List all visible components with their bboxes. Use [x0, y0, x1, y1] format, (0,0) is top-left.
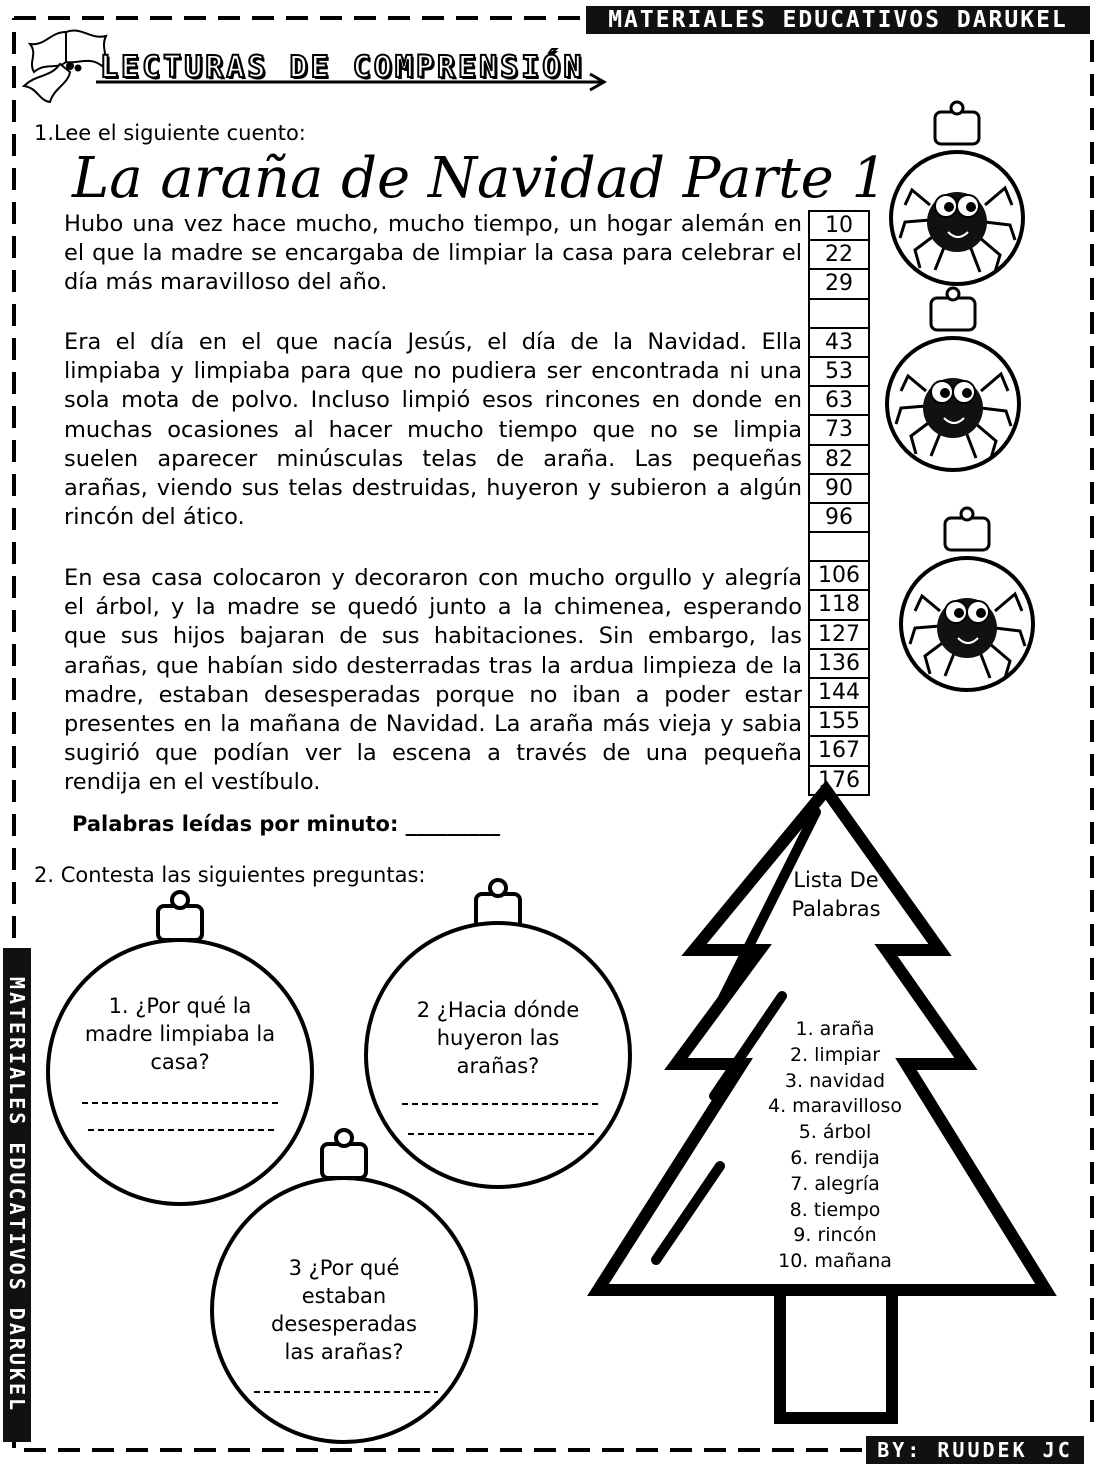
word-count-cell: 118 — [810, 591, 868, 620]
word-list-item: 1. araña — [795, 1018, 875, 1040]
word-list — [740, 1017, 930, 1275]
word-count-cell: 155 — [810, 708, 868, 737]
word-list-item: 6. rendija — [790, 1146, 880, 1169]
word-count-cell — [810, 533, 868, 562]
question-1: 1. ¿Por qué la madre limpiaba la casa? — [84, 994, 276, 1074]
word-count-cell: 167 — [810, 737, 868, 766]
word-count-cell: 22 — [810, 241, 868, 270]
words-per-minute-field[interactable]: Palabras leídas por minuto: _________ — [72, 812, 501, 836]
word-list-item: 3. navidad — [784, 1069, 886, 1092]
word-count-cell: 53 — [810, 358, 868, 387]
word-list-item: 5. árbol — [798, 1121, 872, 1144]
word-count-cell: 82 — [810, 446, 868, 475]
word-list-title: Lista De Palabras — [791, 868, 881, 921]
story-title: La araña de Navidad Parte 1 — [72, 146, 888, 211]
word-list-item: 10. mañana — [778, 1250, 892, 1273]
holly-icon — [24, 30, 106, 102]
word-count-cell: 43 — [810, 329, 868, 358]
brand-banner-side — [3, 948, 31, 1442]
story-paragraph-1: Hubo una vez hace mucho, mucho tiempo, un hogar alemán en el que la madre se encargaba de limpiar la casa para celebrar el día más maravilloso del año. — [64, 211, 802, 296]
word-count-cell: 106 — [810, 562, 868, 591]
instruction-read: 1.Lee el siguiente cuento: — [34, 121, 306, 145]
story-paragraph-3: En esa casa colocaron y decoraron con mucho orgullo y alegría el árbol, y la madre se quedó junto a la chimenea, esperando que sus hijos bajaran de sus habitaciones. Sin embargo, las arañas, que habían sido desterradas tras la ardua limpieza de la madre, estaban desesperadas porque no iban a poder estar presentes en la mañana de Navidad. La araña más vieja y sabia sugirió que podían ver la escena a través de una pequeña rendija en el vestíbulo. — [64, 565, 802, 796]
word-list-item: 2. limpiar — [789, 1043, 881, 1066]
word-list-item: 9. rincón — [793, 1224, 877, 1247]
word-count-cell: 10 — [810, 212, 868, 241]
word-list-item: 8. tiempo — [789, 1198, 881, 1221]
spider-ornament-icon — [891, 102, 1023, 284]
instruction-answer: 2. Contesta las siguientes preguntas: — [34, 863, 426, 887]
brand-banner-top: MATERIALES EDUCATIVOS DARUKEL — [586, 6, 1090, 34]
question-3: 3 ¿Por qué estaban desesperadas las arañas? — [271, 1256, 417, 1364]
word-count-cell: 127 — [810, 621, 868, 650]
question-2: 2 ¿Hacia dónde huyeron las arañas? — [416, 998, 580, 1078]
word-list-item: 7. alegría — [790, 1172, 880, 1195]
word-count-cell — [810, 300, 868, 329]
word-count-cell: 29 — [810, 270, 868, 299]
word-count-cell: 90 — [810, 475, 868, 504]
word-count-cell: 63 — [810, 387, 868, 416]
author-credit: BY: RUUDEK JC — [866, 1436, 1084, 1464]
page-header: LECTURAS DE COMPRENSIÓN — [100, 50, 585, 85]
word-count-column — [808, 210, 870, 796]
story-paragraph-2: Era el día en el que nacía Jesús, el día de la Navidad. Ella limpiaba y limpiaba para que no pudiera ser encontrada ni una sola mota de polvo. Incluso limpió esos rincones en donde en muchas ocasiones al hacer mucho tiempo que no se limpia suelen aparecer minúsculas telas de araña. Las pequeñas arañas, viendo sus telas destruidas, huyeron y subieron a algún rincón del ático. — [64, 329, 802, 531]
word-count-cell: 176 — [818, 767, 860, 793]
word-count-cell: 144 — [810, 679, 868, 708]
word-count-cell: 96 — [810, 504, 868, 533]
word-list-item: 4. maravilloso — [767, 1095, 902, 1118]
word-count-cell: 73 — [810, 416, 868, 445]
brand-side-text: MATERIALES EDUCATIVOS DARUKEL — [5, 976, 29, 1414]
word-count-cell: 136 — [810, 650, 868, 679]
